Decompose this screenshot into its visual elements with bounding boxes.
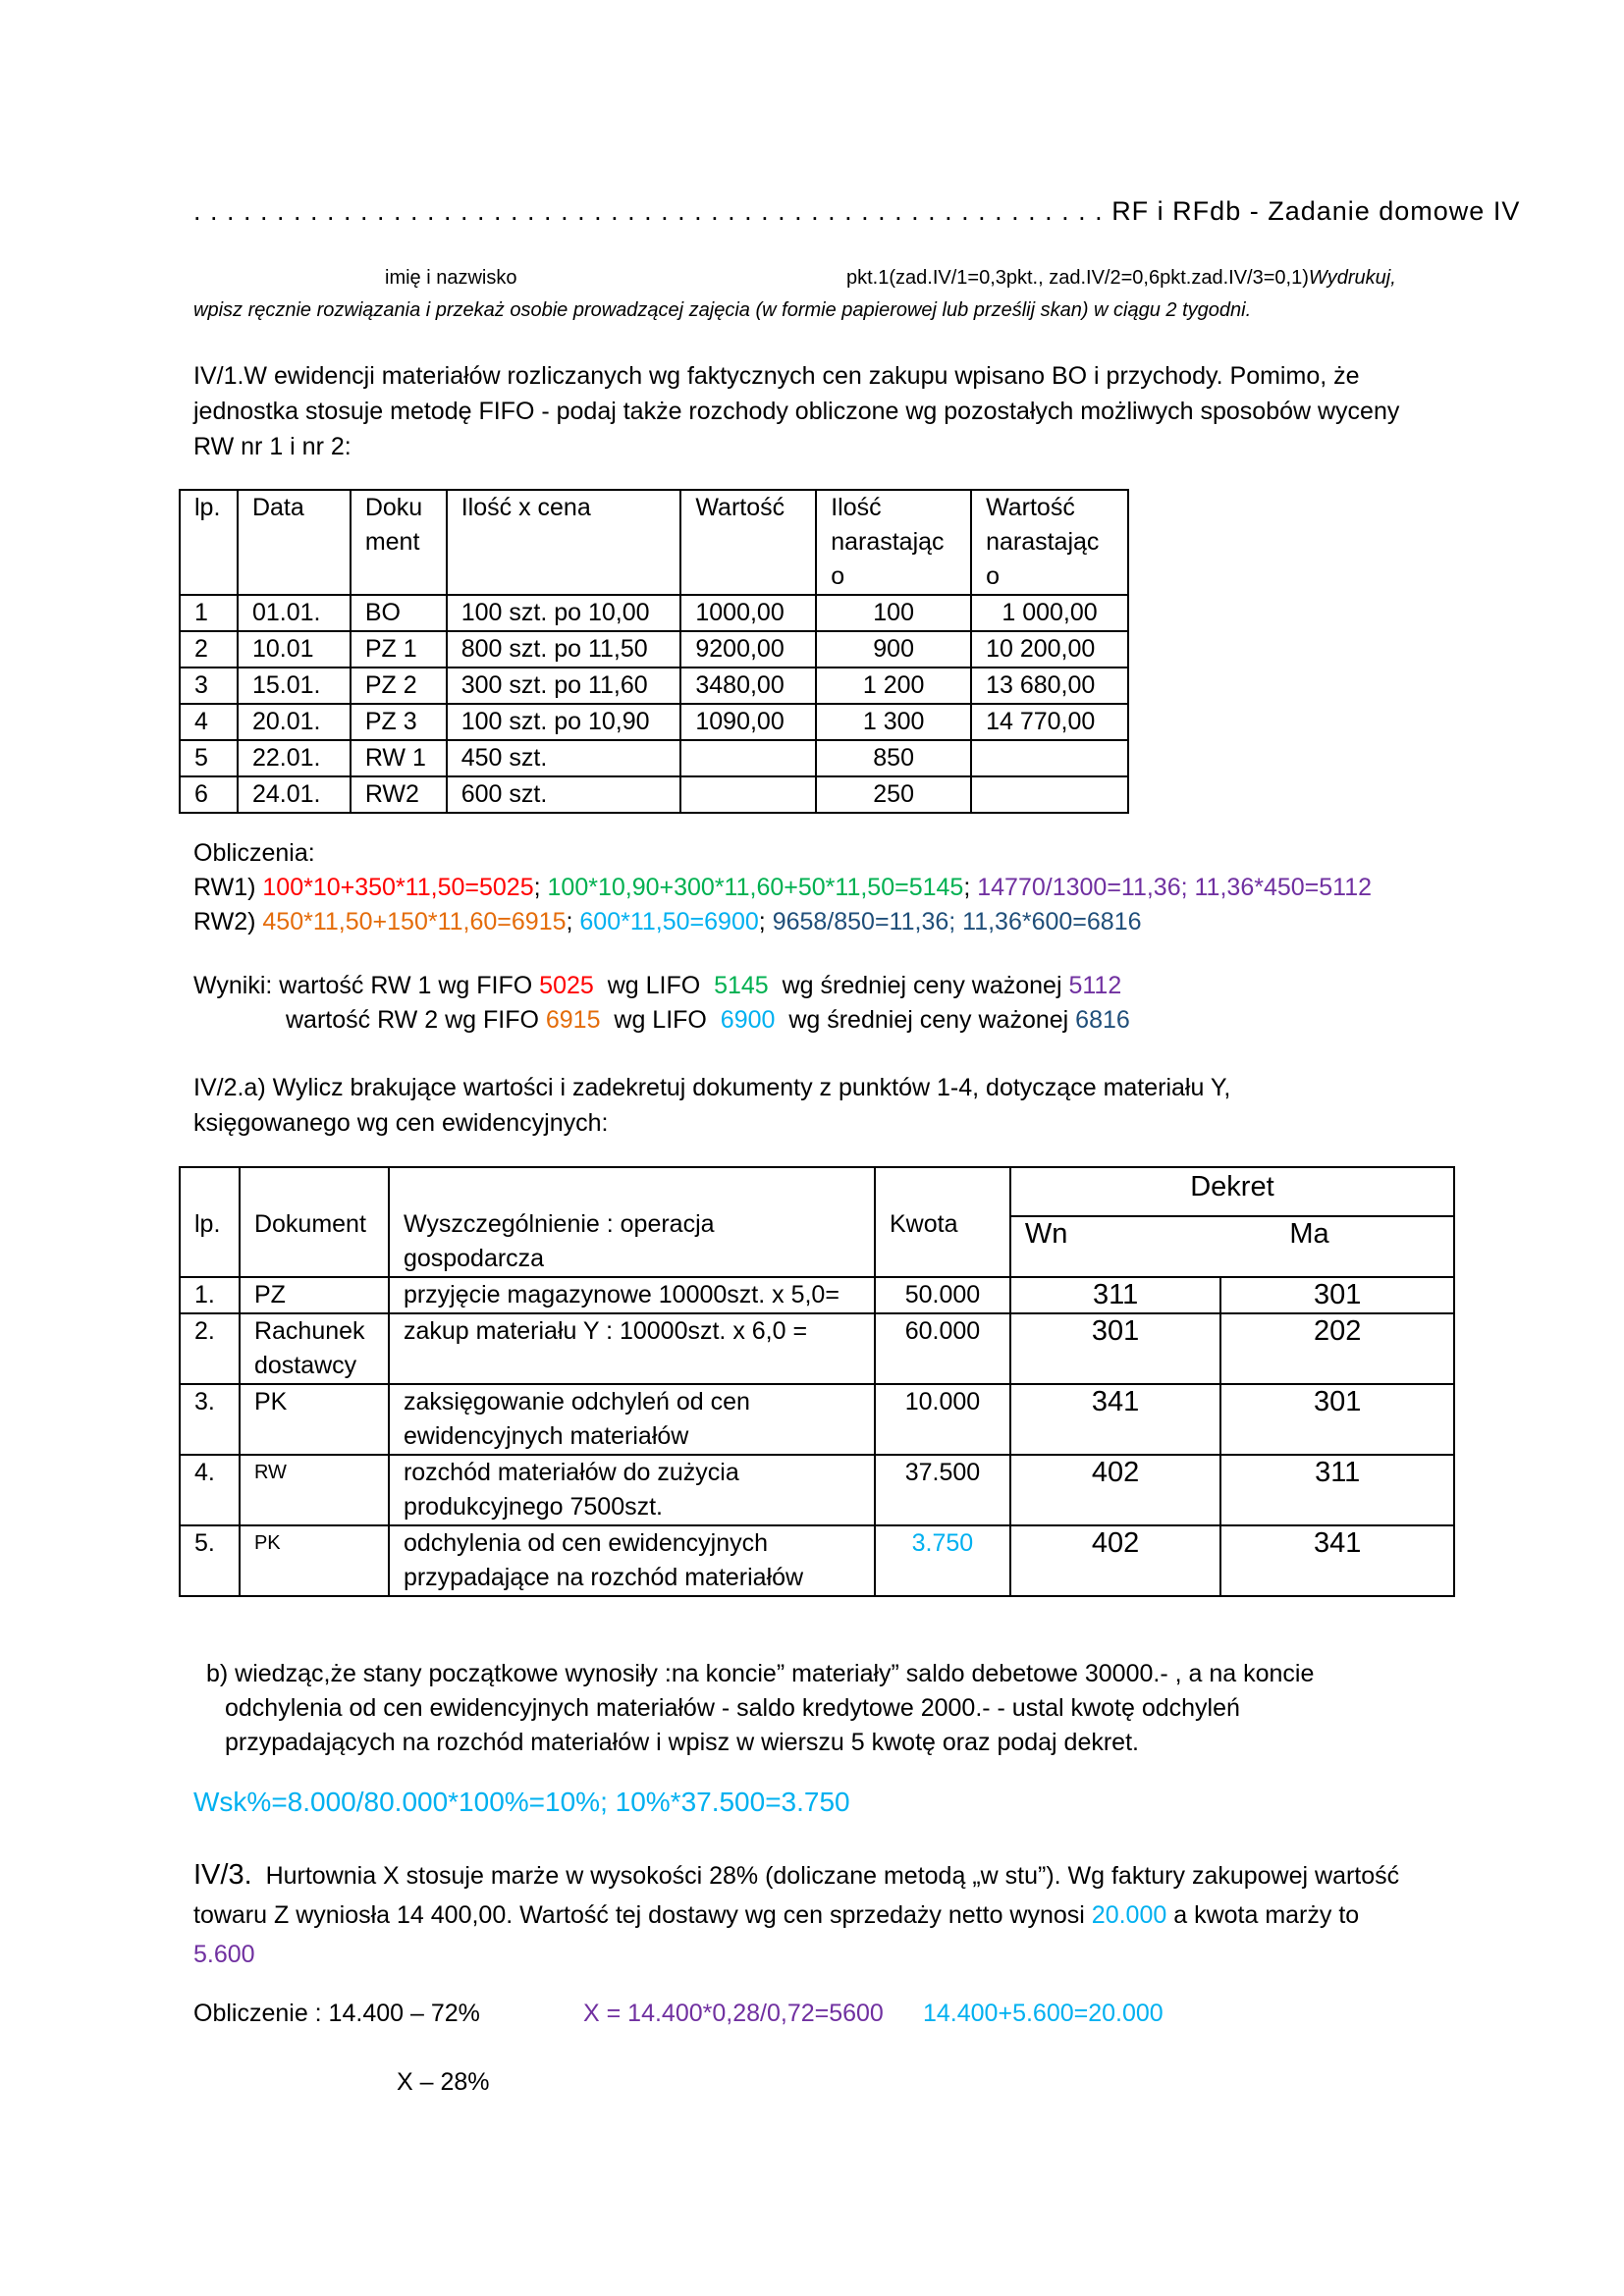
table-row: 1. PZ przyjęcie magazynowe 10000szt. x 5,0= 50.000 311 301 (180, 1277, 1454, 1313)
header-line (193, 196, 1520, 227)
table-row: 5 22.01. RW 1 450 szt. 850 (180, 740, 1128, 776)
table-row: 2. Rachunek dostawcy zakup materiału Y : 10000szt. x 6,0 = 60.000 301 202 (180, 1313, 1454, 1384)
table-header-row: lp. Data Doku ment Ilość x cena Wartość Ilość narastając o Wartość narastając o (180, 490, 1128, 595)
table-row: 6 24.01. RW2 600 szt. 250 (180, 776, 1128, 813)
task3-calc-x: X = 14.400*0,28/0,72=5600 (583, 2000, 884, 2027)
task1-text: IV/1.W ewidencji materiałów rozliczanych wg faktycznych cen zakupu wpisano BO i przychody. Pomimo, że jednostka stosuje metodę FIFO - podaj także rozchody obliczone wg pozostałych możliwych sposobów wyceny RW nr 1 i nr 2: (193, 362, 1400, 460)
table-row: 3 15.01. PZ 2 300 szt. po 11,60 3480,00 1 200 13 680,00 (180, 667, 1128, 704)
doc-title: RF i RFdb - Zadanie domowe IV (1111, 196, 1521, 226)
table-header-row: lp. Dokument Wyszczególnienie : operacja gospodarcza Kwota Dekret (180, 1167, 1454, 1216)
table-row: 1 01.01. BO 100 szt. po 10,00 1000,00 100 1 000,00 (180, 595, 1128, 631)
name-label: imię i nazwisko (385, 267, 517, 289)
task3-calc-sum: 14.400+5.600=20.000 (923, 2000, 1164, 2027)
name-dots: . . . . . . . . . . . . . . . . . . . . . . . . . . . . . . . . . . . . . . . . . . . . . . . . . . . . . . . (193, 196, 1104, 226)
table-row: 5. PK odchylenia od cen ewidencyjnych przypadające na rozchód materiałów 3.750 402 341 (180, 1525, 1454, 1596)
dekret-table (179, 1166, 1455, 1597)
result-rw2: wartość RW 2 wg FIFO 6915 wg LIFO 6900 wg średniej ceny ważonej 6816 (286, 1006, 1130, 1034)
table-header-row: Wn Ma (180, 1216, 1454, 1277)
task3-text: IV/3. Hurtownia X stosuje marże w wysokości 28% (doliczane metodą „w stu”). Wg faktury zakupowej wartość towaru Z wyniosła 14 400,00. Wartość tej dostawy wg cen sprzedaży netto wynosi 20.000 a kwota marży to 5.600 (193, 1859, 1400, 1968)
rw1-calc: RW1) 100*10+350*11,50=5025; 100*10,90+300*11,60+50*11,50=5145; 14770/1300=11,36; 11,36*450=5112 (193, 874, 1373, 901)
task3-calc-label: Obliczenie : 14.400 – 72% (193, 2000, 480, 2027)
result-rw1: Wyniki: wartość RW 1 wg FIFO 5025 wg LIFO 5145 wg średniej ceny ważonej 5112 (193, 972, 1122, 999)
rw2-calc: RW2) 450*11,50+150*11,60=6915; 600*11,50=6900; 9658/850=11,36; 11,36*600=6816 (193, 908, 1142, 935)
calculations: Obliczenia: RW1) 100*10+350*11,50=5025; 100*10,90+300*11,60+50*11,50=5145; 14770/1300=11,36; 11,36*450=5112 RW2) 450*11,50+150*11,60=6915; 600*11,50=6900; 9658/850=11,36; 11,36*600=6816 (193, 836, 1372, 939)
fifo-table (179, 489, 1129, 814)
instructions: wpisz ręcznie rozwiązania i przekaż osobie prowadzącej zajęcia (w formie papierowej lub prześlij skan) w ciągu 2 tygodni. (193, 299, 1252, 321)
points-info: pkt.1(zad.IV/1=0,3pkt., zad.IV/2=0,6pkt.zad.IV/3=0,1)Wydrukuj, (846, 267, 1396, 289)
table-row: 2 10.01 PZ 1 800 szt. po 11,50 9200,00 900 10 200,00 (180, 631, 1128, 667)
task3-calc-line2: X – 28% (397, 2068, 490, 2096)
table-row: 4. RW rozchód materiałów do zużycia produkcyjnego 7500szt. 37.500 402 311 (180, 1455, 1454, 1525)
task2-text: IV/2.a) Wylicz brakujące wartości i zadekretuj dokumenty z punktów 1-4, dotyczące materiału Y, księgowanego wg cen ewidencyjnych: (193, 1074, 1231, 1137)
table-row: 3. PK zaksięgowanie odchyleń od cen ewidencyjnych materiałów 10.000 341 301 (180, 1384, 1454, 1455)
table-row: 4 20.01. PZ 3 100 szt. po 10,90 1090,00 1 300 14 770,00 (180, 704, 1128, 740)
results (193, 969, 1121, 1003)
wsk-calc: Wsk%=8.000/80.000*100%=10%; 10%*37.500=3.750 (193, 1787, 850, 1817)
task2b-text: b) wiedząc,że stany początkowe wynosiły :na koncie” materiały” saldo debetowe 30000.- , a na koncie odchylenia od cen ewidencyjnych materiałów - saldo kredytowe 2000.- - ustal kwotę odchyleń przypadających na rozchód materiałów i wpisz w wierszu 5 kwotę oraz podaj dekret. (206, 1660, 1315, 1756)
